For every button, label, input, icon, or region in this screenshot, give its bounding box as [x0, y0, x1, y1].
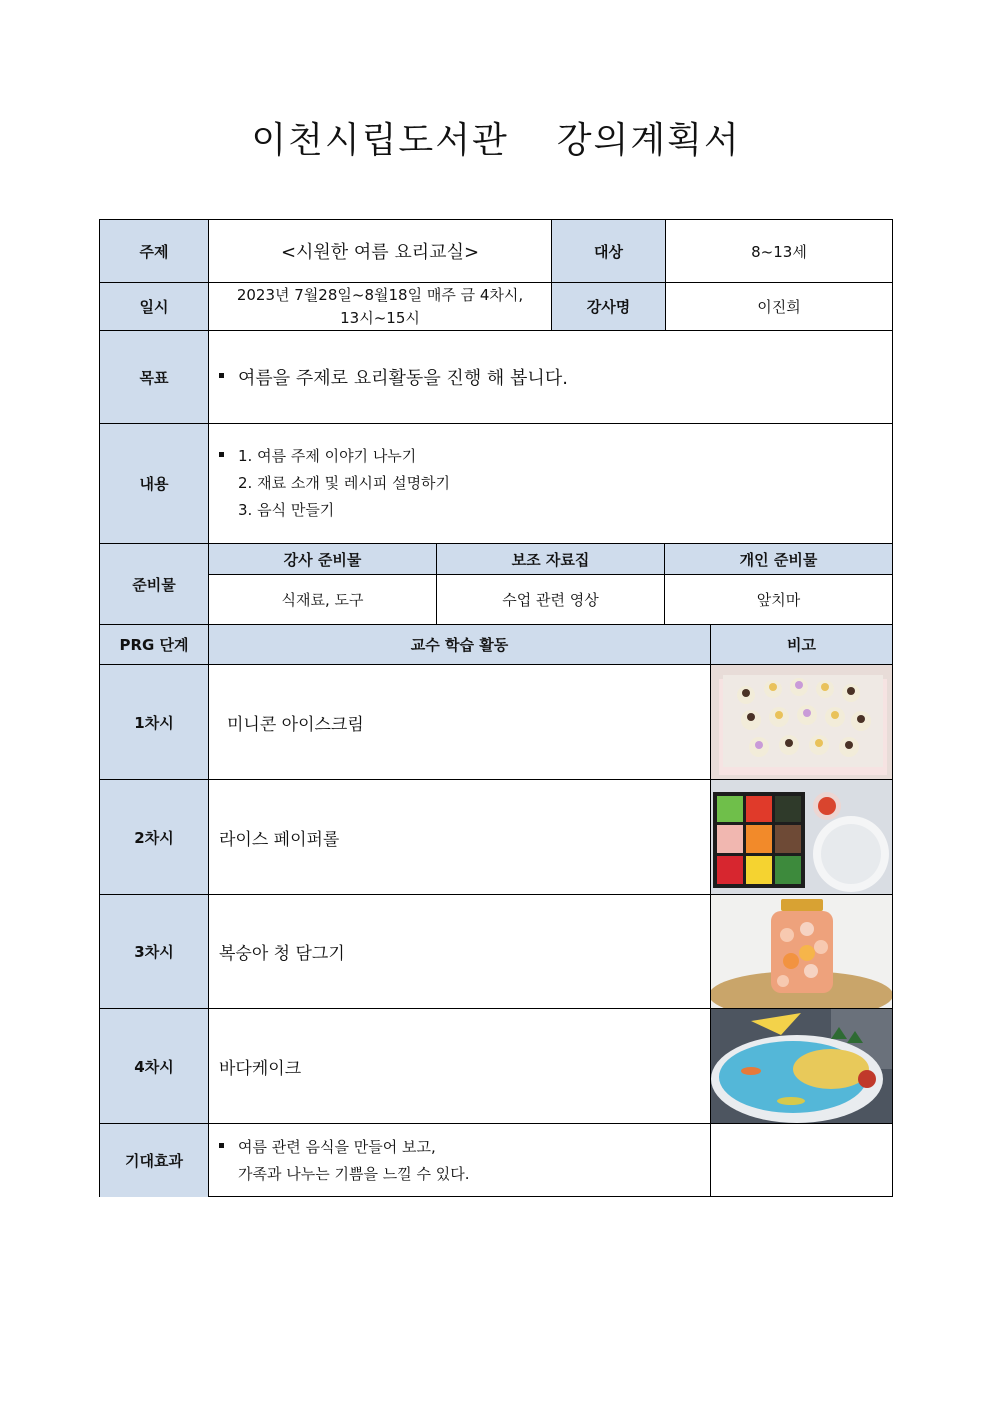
session-photo-ocean-cake: [711, 1009, 892, 1124]
content-item: 1. 여름 주제 이야기 나누기: [219, 443, 450, 470]
topic-label: 주제: [100, 220, 209, 283]
content-item: 3. 음식 만들기: [238, 501, 335, 519]
effect-value: [209, 1124, 711, 1197]
content-item: 2. 재료 소개 및 레시피 설명하기: [238, 474, 451, 492]
instructor-label: 강사명: [552, 283, 666, 331]
note-header: 비고: [711, 625, 892, 665]
goal-text: 여름을 주제로 요리활동을 진행 해 봅니다.: [238, 368, 568, 389]
session-activity: 복숭아 청 담그기: [209, 895, 711, 1009]
activity-header: 교수 학습 활동: [209, 625, 711, 665]
session-activity: 미니콘 아이스크림: [209, 665, 711, 780]
effect-line: 여름 관련 음식을 만들어 보고,: [219, 1134, 469, 1161]
title-plan-name: 강의계획서: [556, 120, 741, 161]
topic-value: <시원한 여름 요리교실>: [209, 220, 552, 283]
materials-header-instructor: 강사 준비물: [209, 544, 437, 575]
bullet-icon: [219, 373, 224, 378]
effect-note: [711, 1124, 892, 1197]
date-line-1: 2023년 7월28일~8월18일 매주 금 4차시,: [236, 285, 524, 304]
content-list: [209, 424, 892, 544]
goal-value: [209, 331, 892, 424]
date-line-2: 13시~15시: [340, 308, 420, 327]
stage-header: PRG 단계: [100, 625, 209, 665]
session-stage: 1차시: [100, 665, 209, 780]
materials-header-reference: 보조 자료집: [437, 544, 665, 575]
materials-value-reference: 수업 관련 영상: [437, 575, 665, 625]
session-activity: 바다케이크: [209, 1009, 711, 1124]
content-label: 내용: [100, 424, 209, 544]
session-photo-peach-syrup: [711, 895, 892, 1009]
effect-line: 가족과 나누는 기쁨을 느낄 수 있다.: [238, 1164, 470, 1183]
bullet-icon: [219, 1143, 224, 1148]
materials-value-personal: 앞치마: [665, 575, 892, 625]
title-library-name: 이천시립도서관: [251, 120, 509, 161]
date-label: 일시: [100, 283, 209, 331]
goal-label: 목표: [100, 331, 209, 424]
document-title: [0, 112, 992, 163]
session-stage: 4차시: [100, 1009, 209, 1124]
materials-label: 준비물: [100, 544, 209, 625]
target-label: 대상: [552, 220, 666, 283]
date-value: [209, 283, 552, 331]
session-photo-rice-paper-roll: [711, 780, 892, 895]
session-stage: 2차시: [100, 780, 209, 895]
lecture-plan-table: [99, 219, 893, 1197]
bullet-icon: [219, 452, 224, 457]
session-activity: 라이스 페이퍼롤: [209, 780, 711, 895]
session-stage: 3차시: [100, 895, 209, 1009]
materials-value-instructor: 식재료, 도구: [209, 575, 437, 625]
session-photo-ice-cream: [711, 665, 892, 780]
effect-label: 기대효과: [100, 1124, 209, 1197]
materials-header-personal: 개인 준비물: [665, 544, 892, 575]
target-value: 8~13세: [666, 220, 892, 283]
instructor-value: 이진희: [666, 283, 892, 331]
